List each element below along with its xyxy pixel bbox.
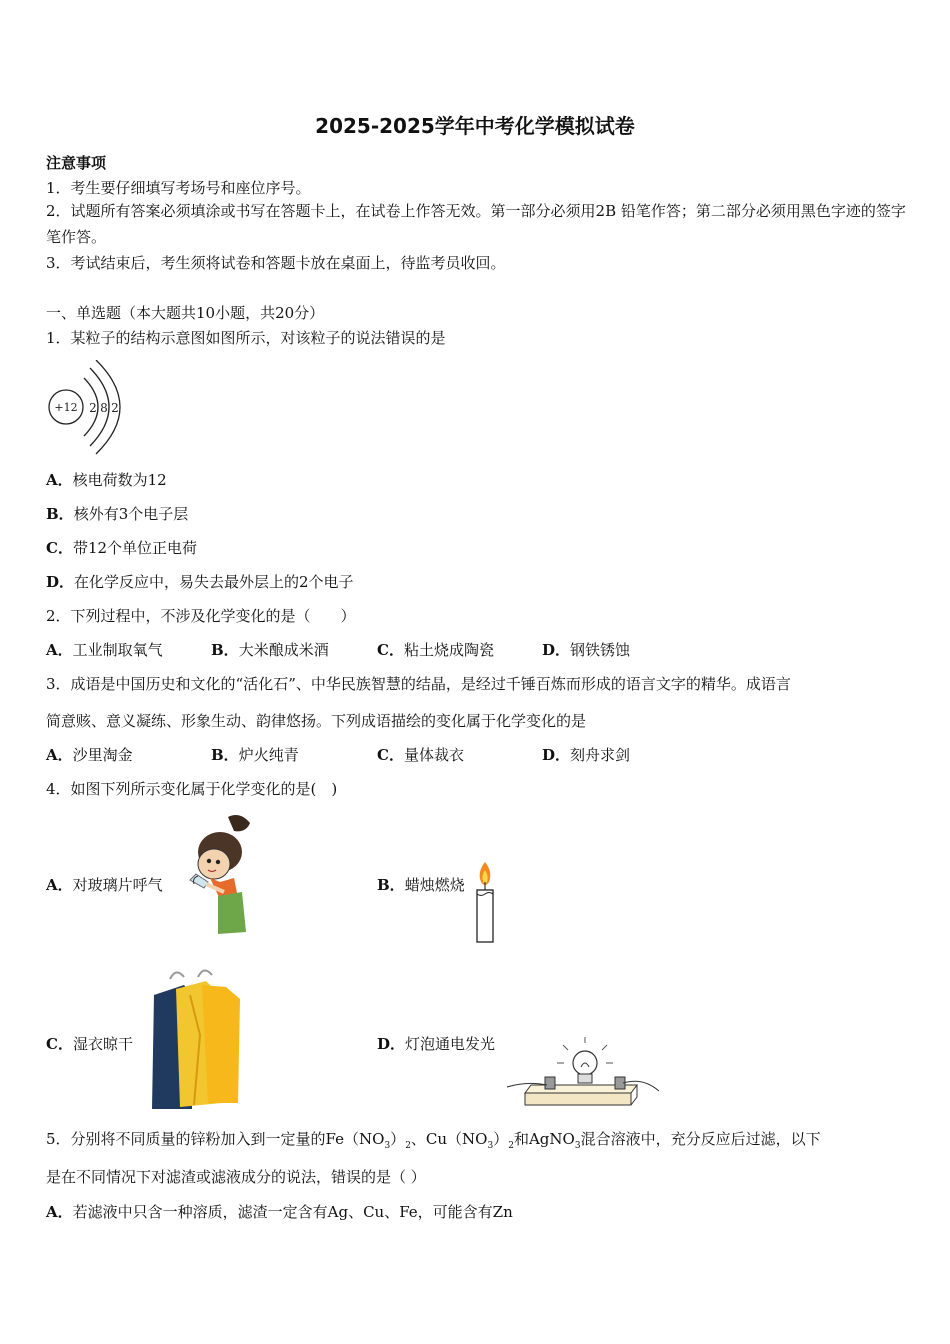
drying-clothes-image bbox=[140, 965, 245, 1113]
light-bulb-circuit-image bbox=[505, 1035, 665, 1115]
q3-option-d[interactable]: D．刻舟求剑 bbox=[542, 746, 631, 764]
question-1-stem: 1．某粒子的结构示意图如图所示，对该粒子的说法错误的是 bbox=[46, 329, 446, 347]
q2-option-b[interactable]: B．大米酿成米酒 bbox=[211, 641, 329, 659]
breathing-on-glass-girl-image bbox=[170, 812, 260, 937]
page-title: 2025-2025学年中考化学模拟试卷 bbox=[315, 114, 635, 138]
nucleus-charge: +12 bbox=[54, 401, 78, 414]
q3-option-b[interactable]: B．炉火纯青 bbox=[211, 746, 299, 764]
q2-option-c[interactable]: C．粘土烧成陶瓷 bbox=[377, 641, 494, 659]
q4-option-a[interactable]: A．对玻璃片呼气 bbox=[46, 876, 163, 894]
question-2-stem: 2．下列过程中，不涉及化学变化的是（ ） bbox=[46, 607, 356, 625]
notice-item-1: 1．考生要仔细填写考场号和座位序号。 bbox=[46, 179, 311, 197]
atom-structure-diagram bbox=[44, 360, 128, 455]
question-4-stem: 4．如图下列所示变化属于化学变化的是( ) bbox=[46, 780, 338, 798]
q4-option-d[interactable]: D．灯泡通电发光 bbox=[377, 1035, 496, 1053]
q1-option-a[interactable]: A．核电荷数为12 bbox=[46, 471, 167, 489]
notice-item-2: 2．试题所有答案必须填涂或书写在答题卡上，在试卷上作答无效。第一部分必须用2B 铅笔作答；第二部分必须用黑色字迹的签字笔作答。 bbox=[46, 202, 906, 246]
q1-option-b[interactable]: B．核外有3个电子层 bbox=[46, 505, 189, 523]
shell-2-electrons: 8 bbox=[100, 401, 108, 415]
notice-item-3: 3．考试结束后，考生须将试卷和答题卡放在桌面上，待监考员收回。 bbox=[46, 254, 506, 272]
q1-option-d[interactable]: D．在化学反应中，易失去最外层上的2个电子 bbox=[46, 573, 354, 591]
question-3-stem-line-2: 简意赅、意义凝练、形象生动、韵律悠扬。下列成语描绘的变化属于化学变化的是 bbox=[46, 712, 587, 730]
notice-heading: 注意事项 bbox=[46, 154, 107, 172]
q4-option-b[interactable]: B．蜡烛燃烧 bbox=[377, 876, 465, 894]
q2-option-d[interactable]: D．钢铁锈蚀 bbox=[542, 641, 631, 659]
q5-option-a[interactable]: A．若滤液中只含一种溶质，滤渣一定含有Ag、Cu、Fe，可能含有Zn bbox=[46, 1203, 513, 1221]
q3-option-c[interactable]: C．量体裁衣 bbox=[377, 746, 464, 764]
q3-option-a[interactable]: A．沙里淘金 bbox=[46, 746, 133, 764]
q4-option-c[interactable]: C．湿衣晾干 bbox=[46, 1035, 133, 1053]
section-heading: 一、单选题（本大题共10小题，共20分） bbox=[46, 304, 325, 322]
q2-option-a[interactable]: A．工业制取氧气 bbox=[46, 641, 163, 659]
question-5-stem-line-1: 5．分别将不同质量的锌粉加入到一定量的$Fe(NO_3)_2$、$Cu(NO_3)_2$和AgNO$_3$混合溶液中，充分反应后过滤，以下 bbox=[46, 1130, 821, 1151]
q1-option-c[interactable]: C．带12个单位正电荷 bbox=[46, 539, 198, 557]
shell-3-electrons: 2 bbox=[111, 401, 119, 415]
question-5-stem-line-2: 是在不同情况下对滤渣或滤液成分的说法，错误的是（ ） bbox=[46, 1168, 426, 1186]
question-3-stem-line-1: 3．成语是中国历史和文化的“活化石”、中华民族智慧的结晶，是经过千锤百炼而形成的语言文字的精华。成语言 bbox=[46, 675, 791, 693]
burning-candle-image bbox=[470, 858, 500, 948]
shell-1-electrons: 2 bbox=[89, 401, 97, 415]
